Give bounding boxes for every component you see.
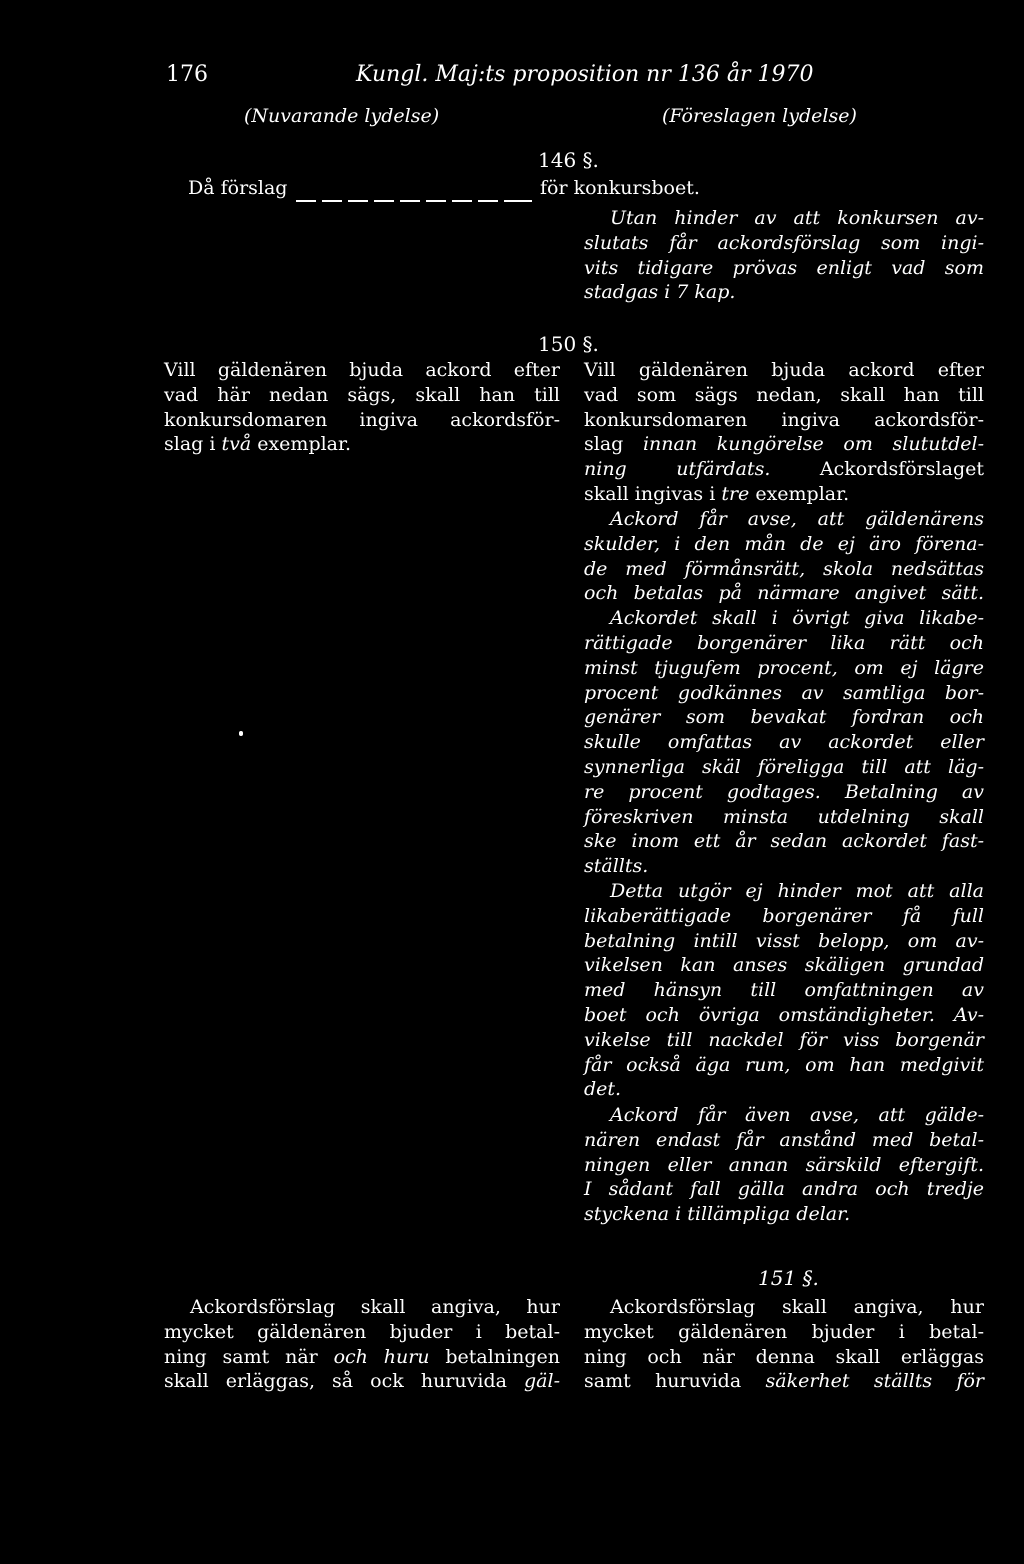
- section-150-label: 150 §.: [538, 332, 599, 356]
- text-line: konkursdomaren ingiva ackordsför-: [164, 408, 560, 431]
- text-line: likaberättigade borgenärer få full: [584, 904, 984, 927]
- page-number: 176: [166, 62, 208, 87]
- text-line: Detta utgör ej hinder mot att alla: [610, 880, 984, 902]
- text-line: med hänsyn till omfattningen av: [584, 979, 984, 1002]
- text-line: vikelsen kan anses skäligen grundad: [584, 954, 984, 977]
- text-line: ske inom ett år sedan ackordet fast-: [584, 830, 984, 853]
- text-line: synnerliga skäl föreligga till att läg-: [584, 755, 984, 778]
- text-line: stadgas i 7 kap.: [584, 281, 736, 304]
- text-line: Ackordet skall i övrigt giva likabe-: [610, 607, 984, 630]
- text-line: skulder, i den mån de ej äro förena-: [584, 532, 984, 555]
- text-line: skall erläggas, så ock huruvida gäl-: [164, 1370, 560, 1393]
- left-column-heading: (Nuvarande lydelse): [244, 105, 440, 127]
- text-line: procent godkännes av samtliga bor-: [584, 681, 984, 704]
- text-line: samt huruvida säkerhet ställts för: [584, 1370, 985, 1393]
- text-line: re procent godtages. Betalning av: [584, 780, 984, 803]
- section-146-right-paragraph: [584, 206, 984, 305]
- ellipsis-dash: [478, 200, 498, 202]
- page-title: Kungl. Maj:ts proposition nr 136 år 1970: [356, 62, 814, 87]
- text-line: Vill gäldenären bjuda ackord efter: [164, 359, 560, 381]
- text-line: det.: [584, 1078, 622, 1101]
- text-line: Ackord får avse, att gäldenärens: [610, 508, 984, 530]
- text-line: vikelse till nackdel för viss borgenär: [584, 1028, 984, 1051]
- text-line: slutats får ackordsförslag som ingi-: [584, 231, 984, 254]
- ellipsis-dash: [348, 200, 368, 202]
- text-line: ställts.: [584, 855, 649, 878]
- text-line: ning utfärdats. Ackordsförslaget: [584, 458, 984, 481]
- section-150-left-paragraph: [164, 358, 560, 457]
- section-146-label: 146 §.: [538, 148, 599, 172]
- text-line: Ackord får även avse, att gälde-: [610, 1104, 984, 1126]
- stray-mark: [239, 731, 243, 736]
- text-line: Vill gäldenären bjuda ackord efter: [584, 359, 984, 381]
- text-line: konkursdomaren ingiva ackordsför-: [584, 408, 984, 431]
- ellipsis-dash: [400, 200, 420, 202]
- text-line: boet och övriga omständigheter. Av-: [584, 1003, 984, 1026]
- section-151-left-paragraph: [164, 1295, 560, 1394]
- text-line: genärer som bevakat fordran och: [584, 706, 984, 729]
- section-146-line-end: för konkursboet.: [540, 177, 700, 199]
- text-line: nären endast får anstånd med betal-: [584, 1128, 984, 1151]
- section-150-right-paragraph-3: [584, 879, 984, 1102]
- ellipsis-dash: [374, 200, 394, 202]
- section-146-line-start: Då förslag: [188, 177, 288, 199]
- text-line: Ackordsförslag skall angiva, hur: [610, 1296, 984, 1318]
- text-line: I sådant fall gälla andra och tredje: [584, 1178, 984, 1201]
- text-line: får också äga rum, om han medgivit: [584, 1053, 984, 1076]
- text-line: vits tidigare prövas enligt vad som: [584, 256, 984, 279]
- text-line: minst tjugufem procent, om ej lägre: [584, 656, 984, 679]
- section-150-right-paragraph-1: [584, 358, 984, 507]
- text-line: skall ingivas i tre exemplar.: [584, 482, 850, 505]
- section-151-right-paragraph: [584, 1295, 984, 1394]
- text-line: ningen eller annan särskild eftergift.: [584, 1153, 984, 1176]
- text-line: och betalas på närmare angivet sätt.: [584, 582, 984, 605]
- text-line: skulle omfattas av ackordet eller: [584, 731, 984, 754]
- ellipsis-dash: [426, 200, 446, 202]
- ellipsis-dash: [322, 200, 342, 202]
- text-line: slag innan kungörelse om slututdel-: [584, 433, 984, 456]
- text-line: ning och när denna skall erläggas: [584, 1345, 984, 1368]
- text-line: Utan hinder av att konkursen av-: [610, 207, 984, 229]
- text-line: vad som sägs nedan, skall han till: [584, 383, 984, 406]
- section-150-right-paragraph-2: [584, 507, 984, 879]
- text-line: Ackordsförslag skall angiva, hur: [190, 1296, 560, 1318]
- text-line: föreskriven minsta utdelning skall: [584, 805, 984, 828]
- text-line: ning samt när och huru betalningen: [164, 1345, 560, 1368]
- text-line: betalning intill visst belopp, om av-: [584, 929, 984, 952]
- ellipsis-dash: [452, 200, 472, 202]
- section-150-right-paragraph-4: [584, 1103, 984, 1227]
- text-line: de med förmånsrätt, skola nedsättas: [584, 557, 984, 580]
- text-line: rättigade borgenärer lika rätt och: [584, 631, 984, 654]
- ellipsis-dash: [504, 200, 532, 202]
- right-column-heading: (Föreslagen lydelse): [662, 105, 857, 127]
- text-line: vad här nedan sägs, skall han till: [164, 383, 560, 406]
- text-line: slag i två exemplar.: [164, 433, 352, 456]
- ellipsis-dash: [296, 200, 316, 202]
- text-line: styckena i tillämpliga delar.: [584, 1203, 851, 1226]
- section-151-label: 151 §.: [758, 1266, 819, 1290]
- text-line: mycket gäldenären bjuder i betal-: [584, 1320, 984, 1343]
- text-line: mycket gäldenären bjuder i betal-: [164, 1320, 560, 1343]
